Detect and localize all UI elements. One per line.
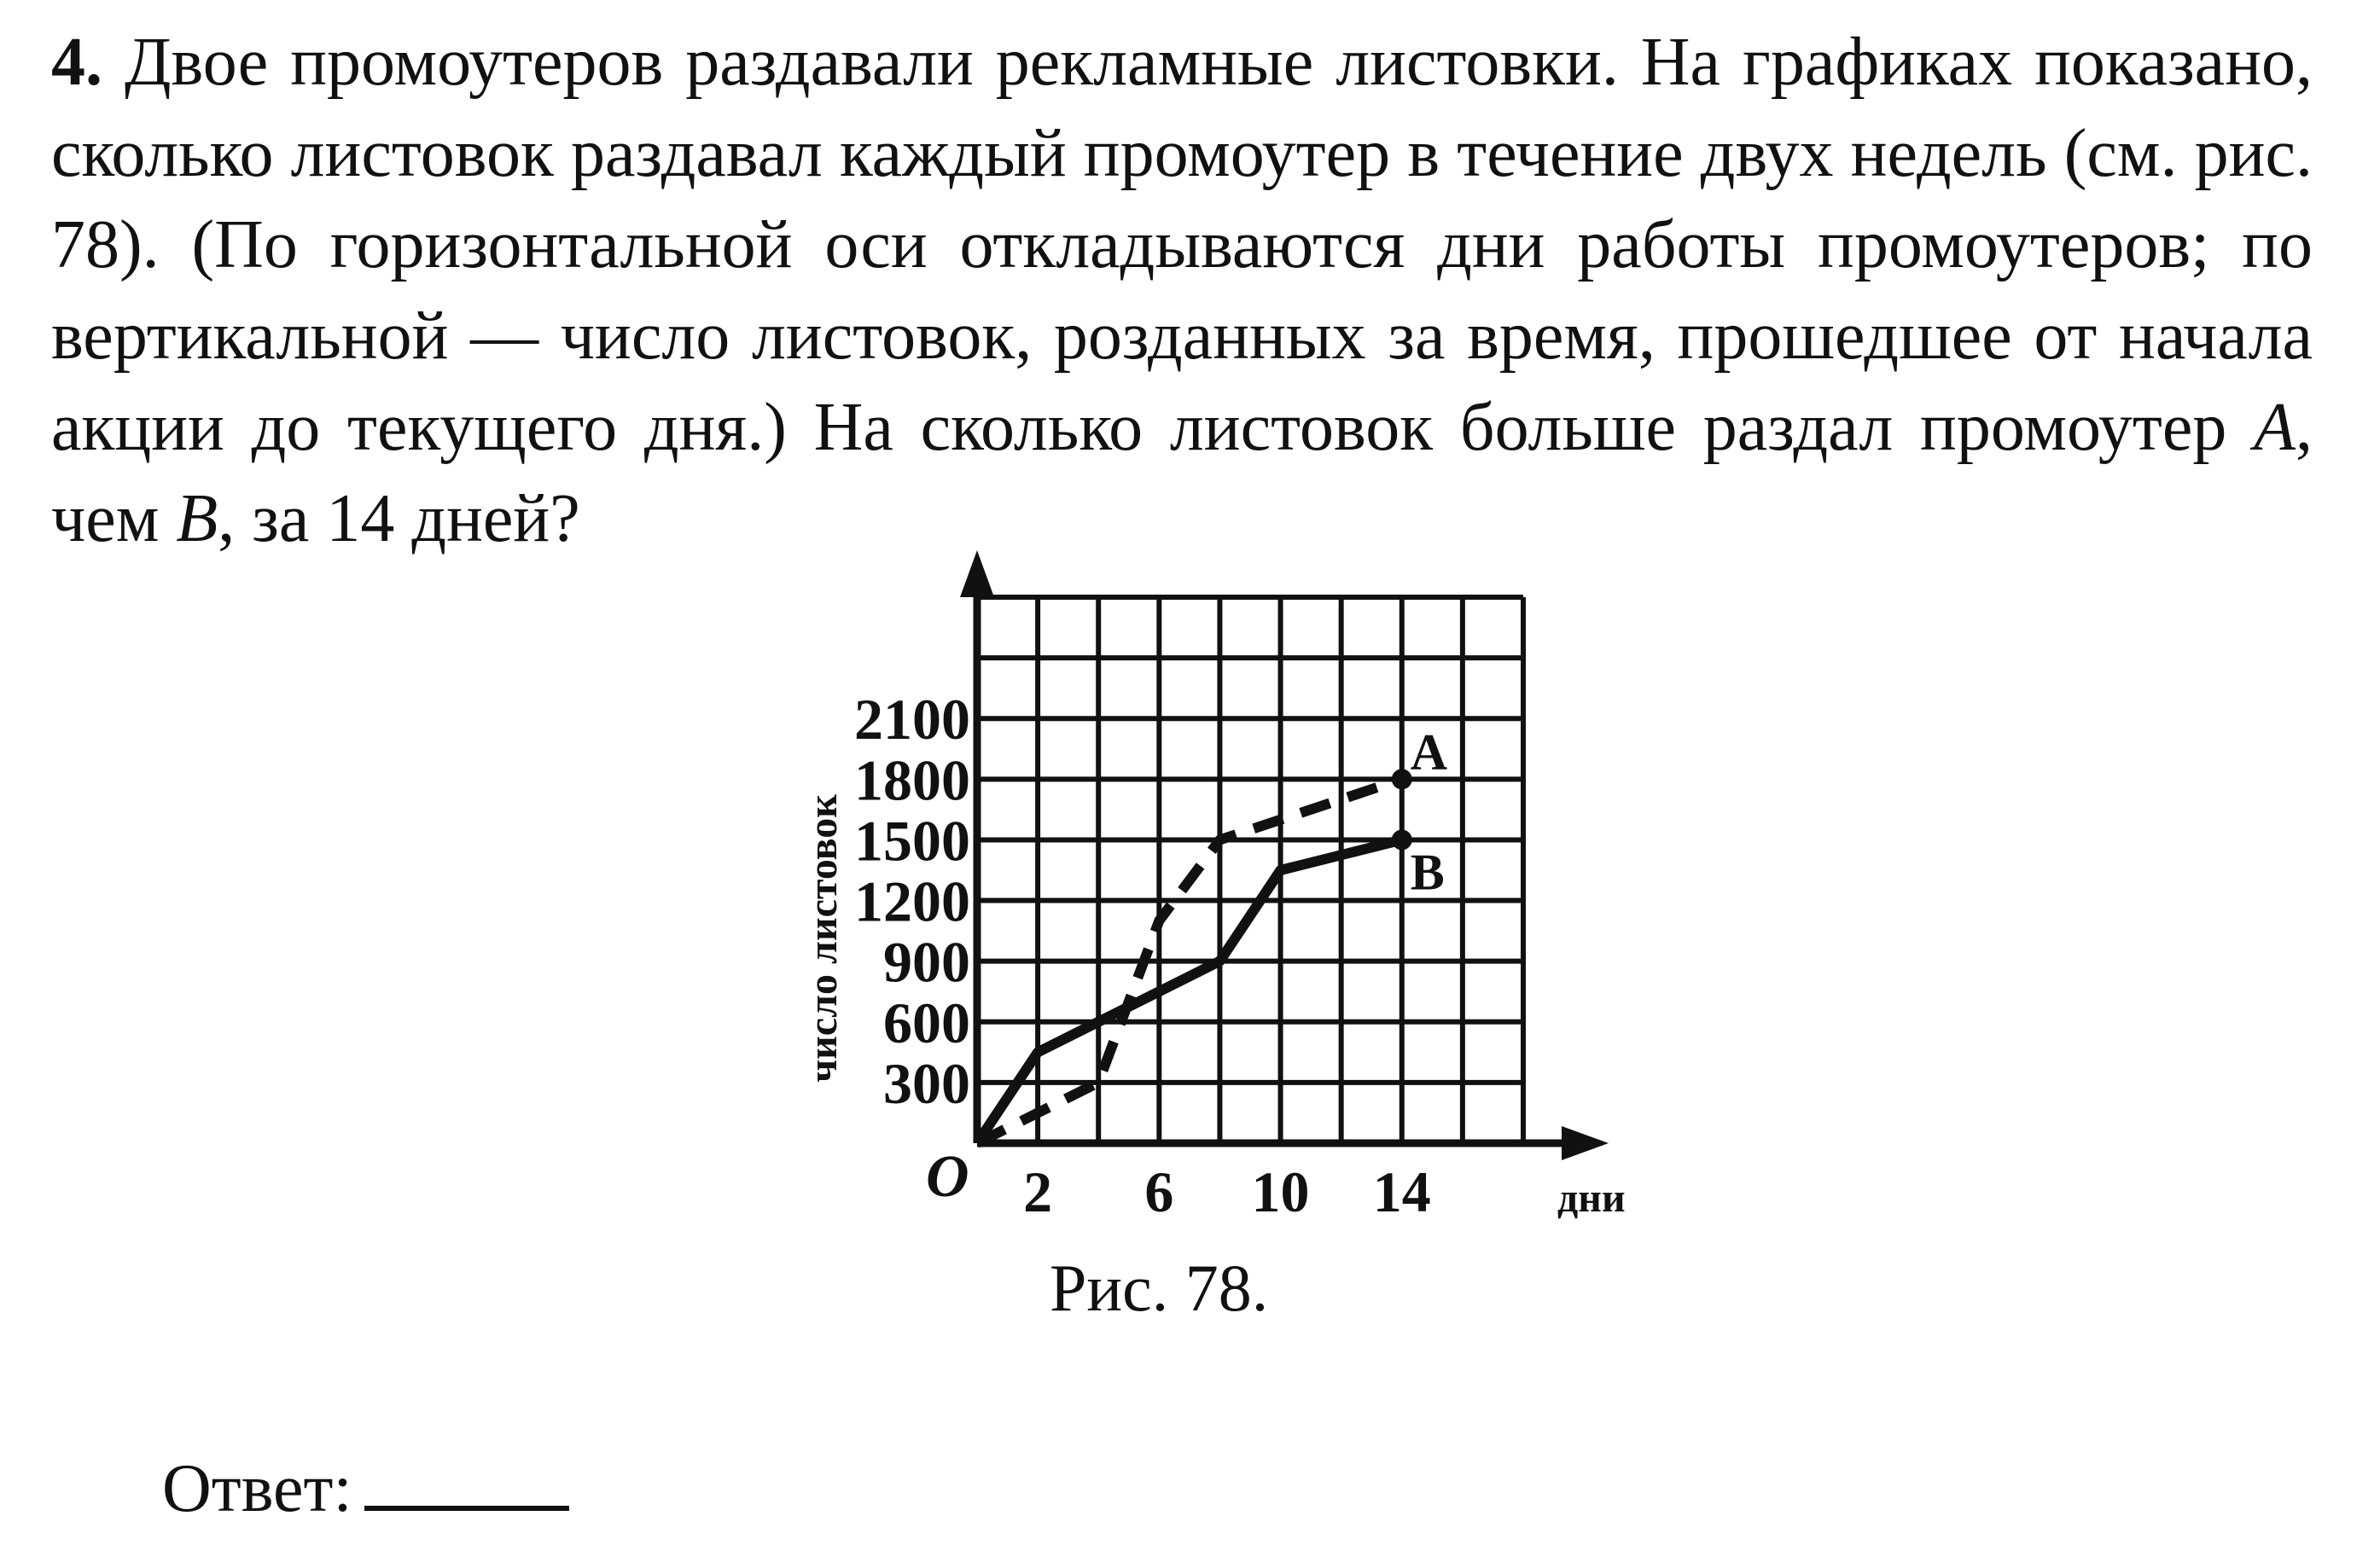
answer-label: Ответ: bbox=[162, 1451, 352, 1526]
problem-statement bbox=[51, 17, 2313, 565]
variable-a: A bbox=[2254, 390, 2296, 465]
x-tick-label: 2 bbox=[1023, 1159, 1053, 1224]
problem-text-part-2: , чем bbox=[51, 390, 2313, 556]
y-tick-label: 1800 bbox=[854, 747, 970, 813]
x-tick-label: 6 bbox=[1144, 1159, 1174, 1224]
series-endpoint-a bbox=[1392, 769, 1412, 789]
x-tick-label: 14 bbox=[1372, 1159, 1431, 1224]
origin-label: O bbox=[926, 1144, 969, 1210]
y-tick-label: 300 bbox=[883, 1050, 970, 1116]
y-tick-label: 1500 bbox=[854, 808, 970, 874]
figure-78 bbox=[768, 563, 1626, 1246]
problem-number: 4. bbox=[51, 25, 102, 100]
variable-b: B bbox=[176, 481, 218, 556]
figure-caption: Рис. 78. bbox=[1050, 1251, 1269, 1325]
y-tick-label: 1200 bbox=[854, 868, 970, 934]
line-chart bbox=[768, 563, 1626, 1246]
answer-line bbox=[162, 1450, 569, 1527]
y-tick-label: 600 bbox=[883, 990, 970, 1055]
y-tick-label: 900 bbox=[883, 929, 970, 995]
y-axis-title: число листовок bbox=[800, 794, 846, 1083]
series-endpoint-b bbox=[1392, 829, 1412, 850]
x-axis-arrow-icon bbox=[1562, 1126, 1609, 1160]
series-label-b: B bbox=[1410, 844, 1445, 901]
x-tick-label: 10 bbox=[1251, 1159, 1310, 1224]
answer-blank[interactable] bbox=[364, 1458, 569, 1511]
problem-text-part-3: , за 14 дней? bbox=[218, 481, 580, 556]
x-axis-title: дни bbox=[1557, 1176, 1626, 1221]
series-label-a: A bbox=[1410, 723, 1448, 781]
y-tick-label: 2100 bbox=[854, 687, 970, 752]
problem-text-part-1: Двое промоутеров раздавали рекламные листовки. На графиках показано, сколько листовок раздавал каждый промоутер в течение двух недель (см. рис. 78). (По горизонтальной оси откладываются дни работы промоутеров; по вертикальной — число листовок, розданных за время, прошедшее от начала акции до текущего дня.) На сколько листовок больше раздал промоутер bbox=[51, 25, 2313, 465]
